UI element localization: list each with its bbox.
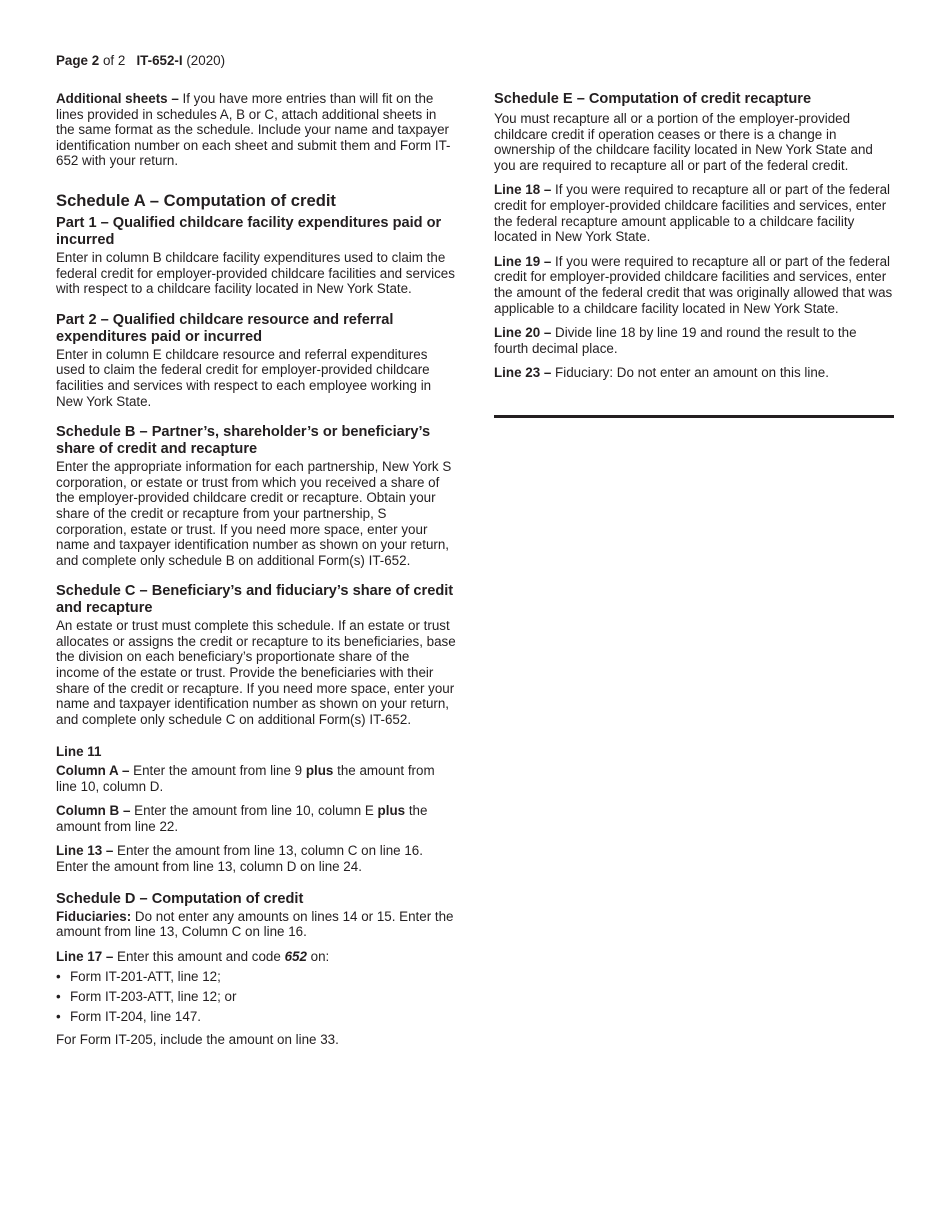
bullet-text: Form IT-204, line 147. (70, 1008, 201, 1024)
col-b-plus: plus (377, 803, 406, 819)
page-header (56, 53, 225, 69)
list-item (56, 969, 456, 985)
page-number: 2 (91, 53, 100, 68)
form-year: (2020) (186, 53, 226, 68)
line11-title: Line 11 (56, 744, 102, 760)
schedule-e-title: Schedule E – Computation of credit recapture (494, 91, 812, 107)
line13-paragraph (56, 843, 456, 874)
schedule-b-title: Schedule B – Partner’s, shareholder’s or beneficiary’s share of credit and recapture (56, 424, 431, 458)
schedule-d-title: Schedule D – Computation of credit (56, 890, 304, 907)
line23-paragraph (494, 365, 894, 381)
line11-col-a (56, 763, 456, 794)
col-b-text1: Enter the amount from line 10, column E (134, 803, 374, 819)
schedule-e-intro: You must recapture all or a portion of the employer-provided childcare credit if operation ceases or there is a change in ownership of the childcare facility located in New York State and you are required to recapture all or part of the federal credit. (494, 111, 873, 173)
fiduciaries-text: Do not enter any amounts on lines 14 or 15. Enter the amount from line 13, Column C on line 16. (56, 908, 454, 940)
part1-text: Enter in column B childcare facility expenditures used to claim the federal credit for employer-provided childcare facilities and services with respect to a childcare facility located in New York State. (56, 249, 455, 297)
page-label: Page (56, 53, 89, 68)
line13-label: Line 13 – (56, 843, 114, 859)
bullet-text: Form IT-203-ATT, line 12; or (70, 988, 237, 1004)
additional-sheets-text: If you have more entries than will fit on the lines provided in schedules A, B or C, attach additional sheets in the same format as the schedule. Include your name and taxpayer identification number on each sheet and submit them and Form IT-652 with your return. (56, 91, 451, 169)
list-item (56, 1009, 456, 1025)
it205-paragraph: For Form IT-205, include the amount on line 33. (56, 1032, 339, 1048)
line17-text: Enter this amount and code (117, 948, 281, 964)
additional-sheets-paragraph (56, 91, 456, 169)
bullet-icon: • (56, 1008, 61, 1024)
col-a-text2: the amount from line 10, column D. (56, 763, 435, 794)
schedule-a-title: Schedule A – Computation of credit (56, 190, 336, 210)
part1-title: Part 1 – Qualified childcare facility expenditures paid or incurred (56, 214, 442, 248)
bullet-text: Form IT-201-ATT, line 12; (70, 969, 221, 985)
left-column (56, 91, 456, 1057)
schedule-c-text: An estate or trust must complete this schedule. If an estate or trust allocates or assigns the credit or recapture to its beneficiaries, base the division on each beneficiary’s proportionate share of the income of the estate or trust. Provide the beneficiaries with their share of the credit or recapture. If you need more space, enter your name and taxpayer identification number as shown on your return, and complete only schedule C on additional Form(s) IT-652. (56, 618, 456, 727)
form-id: IT-652-I (136, 53, 183, 68)
line18-paragraph (494, 182, 894, 244)
line20-label: Line 20 – (494, 325, 552, 341)
list-item (56, 989, 456, 1005)
bullet-icon: • (56, 969, 61, 985)
line17-label: Line 17 – (56, 948, 114, 964)
schedule-c-title: Schedule C – Beneficiary’s and fiduciary’s share of credit and recapture (56, 583, 454, 617)
line23-text: Fiduciary: Do not enter an amount on this line. (555, 365, 829, 381)
line20-text: Divide line 18 by line 19 and round the result to the fourth decimal place. (494, 325, 857, 356)
col-b-label: Column B – (56, 803, 131, 819)
line13-text: Enter the amount from line 13, column C on line 16. Enter the amount from line 13, column D on line 24. (56, 843, 423, 874)
schedule-b-text: Enter the appropriate information for each partnership, New York S corporation, or estate or trust from which you received a share of the employer-provided childcare credit or recapture. Obtain your share of the credit or recapture from your partnership, S corporation, estate or trust. If you need more space, enter your name and taxpayer identification number as shown on your return, and complete only schedule B on additional Form(s) IT-652. (56, 459, 452, 568)
line19-text: If you were required to recapture all or part of the federal credit for employer-provided childcare facilities and services, enter the amount of the federal credit that was originally allowed that was applicable to a childcare facility located in New York State. (494, 253, 893, 316)
line20-paragraph (494, 325, 894, 356)
col-a-text1: Enter the amount from line 9 (133, 763, 303, 779)
line17-bullet-list (56, 969, 456, 1024)
fiduciaries-paragraph (56, 909, 456, 940)
part2-title: Part 2 – Qualified childcare resource and referral expenditures paid or incurred (56, 311, 394, 345)
line11-col-b (56, 803, 456, 834)
line18-label: Line 18 – (494, 182, 552, 198)
line17-on: on: (310, 948, 330, 964)
line19-paragraph (494, 254, 894, 316)
col-a-plus: plus (305, 763, 334, 779)
page-total: of 2 (102, 53, 126, 68)
bullet-icon: • (56, 988, 61, 1004)
end-divider (494, 415, 894, 418)
line19-label: Line 19 – (494, 253, 552, 269)
line17-paragraph (56, 949, 456, 965)
line17-code: 652 (284, 948, 307, 964)
line23-label: Line 23 – (494, 365, 552, 381)
col-b-text2: the amount from line 22. (56, 803, 428, 834)
line18-text: If you were required to recapture all or part of the federal credit for employer-provided childcare facilities and services, enter the federal recapture amount applicable to a childcare facility located in New York State. (494, 182, 890, 245)
right-column (494, 91, 894, 418)
part2-text: Enter in column E childcare resource and referral expenditures used to claim the federal credit for employer-provided childcare facilities and services with respect to each employee working in New York State. (56, 346, 432, 409)
additional-sheets-label: Additional sheets – (56, 91, 179, 106)
fiduciaries-label: Fiduciaries: (56, 908, 132, 924)
col-a-label: Column A – (56, 763, 130, 779)
